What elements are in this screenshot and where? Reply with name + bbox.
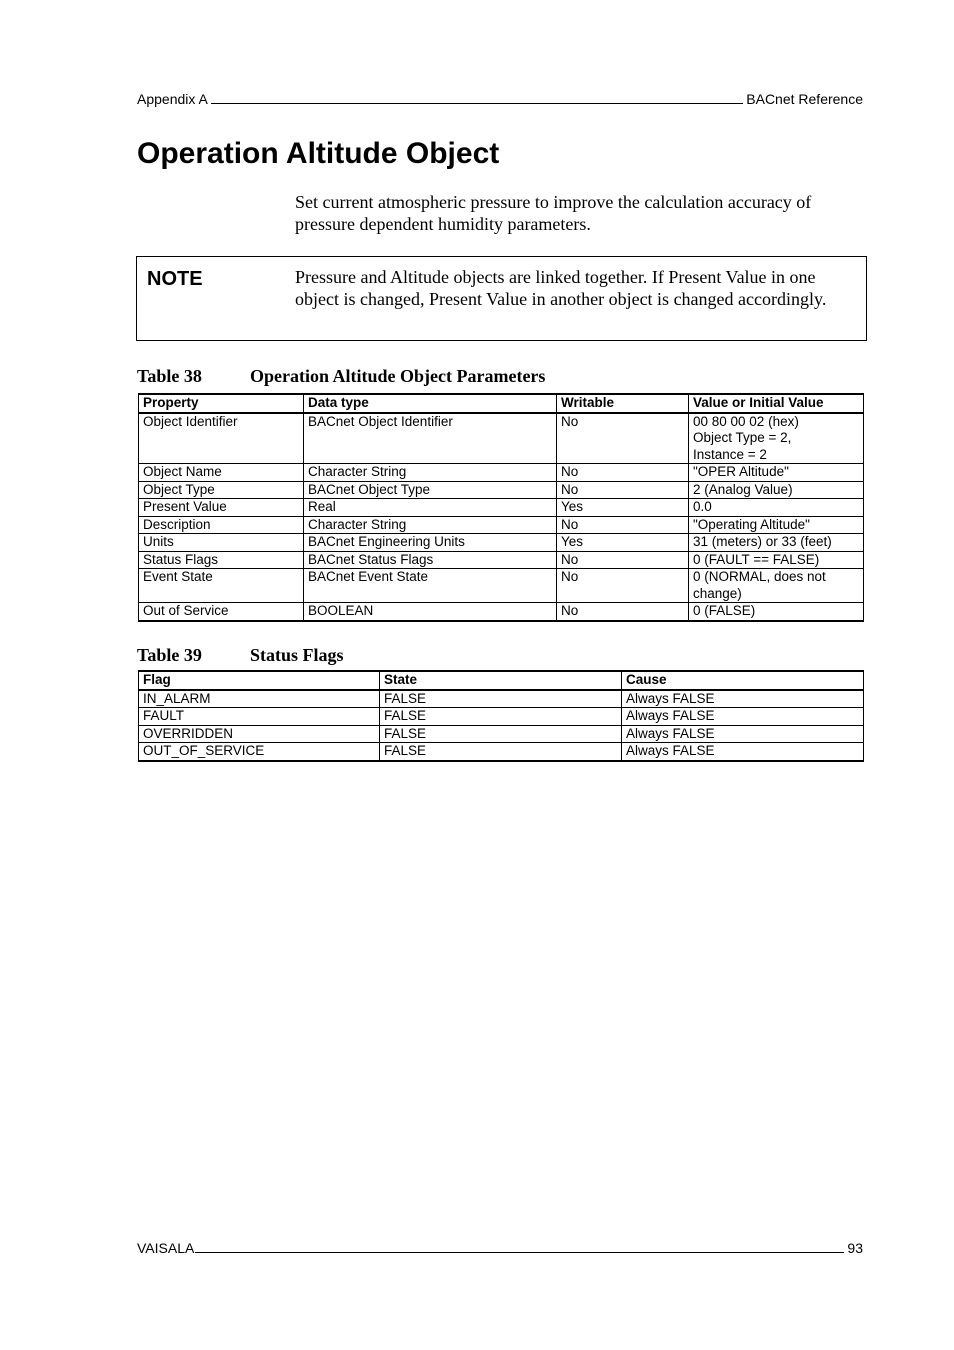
page-number: 93 xyxy=(847,1240,863,1256)
table-cell: "OPER Altitude" xyxy=(689,464,864,482)
table-cell: IN_ALARM xyxy=(139,690,380,708)
table-row xyxy=(139,690,864,708)
table-cell: BACnet Object Type xyxy=(304,481,557,499)
table-cell: No xyxy=(557,603,689,621)
column-header: Writable xyxy=(557,394,689,413)
table-header-row xyxy=(139,394,864,413)
note-label: NOTE xyxy=(147,268,203,290)
table-row xyxy=(139,464,864,482)
table-cell: Always FALSE xyxy=(622,725,864,743)
table-cell: FALSE xyxy=(380,708,622,726)
header-left-text: Appendix A xyxy=(137,91,208,107)
column-header: State xyxy=(380,671,622,690)
table-cell: FALSE xyxy=(380,690,622,708)
table-cell: Description xyxy=(139,516,304,534)
table-cell: No xyxy=(557,481,689,499)
column-header: Flag xyxy=(139,671,380,690)
page-title: Operation Altitude Object xyxy=(137,137,500,170)
table-cell: FALSE xyxy=(380,725,622,743)
table-cell: BACnet Status Flags xyxy=(304,551,557,569)
table-cell: Status Flags xyxy=(139,551,304,569)
table-cell: 00 80 00 02 (hex) Object Type = 2, Instance = 2 xyxy=(689,413,864,464)
table-row xyxy=(139,551,864,569)
operation-altitude-parameters-table xyxy=(138,393,864,622)
table-cell: No xyxy=(557,516,689,534)
header-rule xyxy=(211,103,743,104)
intro-paragraph: Set current atmospheric pressure to improve the calculation accuracy of pressure dependent humidity parameters. xyxy=(295,192,812,234)
table-row xyxy=(139,569,864,603)
table-cell: No xyxy=(557,464,689,482)
table-row xyxy=(139,534,864,552)
note-box xyxy=(136,256,867,341)
running-header xyxy=(137,90,863,108)
table-cell: 0 (FAULT == FALSE) xyxy=(689,551,864,569)
table-row xyxy=(139,481,864,499)
table-cell: Character String xyxy=(304,464,557,482)
table-cell: BACnet Engineering Units xyxy=(304,534,557,552)
table-cell: No xyxy=(557,413,689,464)
table-cell: Always FALSE xyxy=(622,743,864,761)
note-text: Pressure and Altitude objects are linked together. If Present Value in one object is changed, Present Value in another object is changed accordingly. xyxy=(295,267,827,309)
table-row xyxy=(139,499,864,517)
table-row xyxy=(139,603,864,621)
table-38-caption xyxy=(137,365,545,387)
table-cell: FAULT xyxy=(139,708,380,726)
table-row xyxy=(139,725,864,743)
table-cell: Out of Service xyxy=(139,603,304,621)
table-cell: Yes xyxy=(557,534,689,552)
table-cell: 0 (NORMAL, does not change) xyxy=(689,569,864,603)
table-row xyxy=(139,516,864,534)
status-flags-table xyxy=(138,670,864,762)
page-footer xyxy=(137,1239,863,1257)
table-cell: Character String xyxy=(304,516,557,534)
table-cell: 2 (Analog Value) xyxy=(689,481,864,499)
table-cell: No xyxy=(557,569,689,603)
table-header-row xyxy=(139,671,864,690)
table-38-number: Table 38 xyxy=(137,366,202,386)
table-cell: Event State xyxy=(139,569,304,603)
table-cell: FALSE xyxy=(380,743,622,761)
table-cell: "Operating Altitude" xyxy=(689,516,864,534)
table-cell: Always FALSE xyxy=(622,708,864,726)
table-38-title: Operation Altitude Object Parameters xyxy=(250,366,546,386)
table-cell: Yes xyxy=(557,499,689,517)
table-row xyxy=(139,413,864,464)
table-cell: BACnet Event State xyxy=(304,569,557,603)
table-cell: Always FALSE xyxy=(622,690,864,708)
table-cell: Real xyxy=(304,499,557,517)
table-cell: OVERRIDDEN xyxy=(139,725,380,743)
table-row xyxy=(139,743,864,761)
column-header: Data type xyxy=(304,394,557,413)
column-header: Property xyxy=(139,394,304,413)
header-right-text: BACnet Reference xyxy=(746,91,863,107)
column-header: Value or Initial Value xyxy=(689,394,864,413)
column-header: Cause xyxy=(622,671,864,690)
table-cell: 0.0 xyxy=(689,499,864,517)
table-39-title: Status Flags xyxy=(250,645,344,665)
table-cell: Object Name xyxy=(139,464,304,482)
table-cell: 0 (FALSE) xyxy=(689,603,864,621)
table-cell: Present Value xyxy=(139,499,304,517)
table-cell: 31 (meters) or 33 (feet) xyxy=(689,534,864,552)
table-39-caption xyxy=(137,644,344,666)
table-cell: BOOLEAN xyxy=(304,603,557,621)
table-cell: BACnet Object Identifier xyxy=(304,413,557,464)
table-cell: Units xyxy=(139,534,304,552)
table-cell: Object Identifier xyxy=(139,413,304,464)
table-39-number: Table 39 xyxy=(137,645,202,665)
table-row xyxy=(139,708,864,726)
table-cell: OUT_OF_SERVICE xyxy=(139,743,380,761)
footer-company: VAISALA xyxy=(137,1240,195,1256)
table-cell: Object Type xyxy=(139,481,304,499)
footer-rule xyxy=(195,1252,844,1253)
table-cell: No xyxy=(557,551,689,569)
